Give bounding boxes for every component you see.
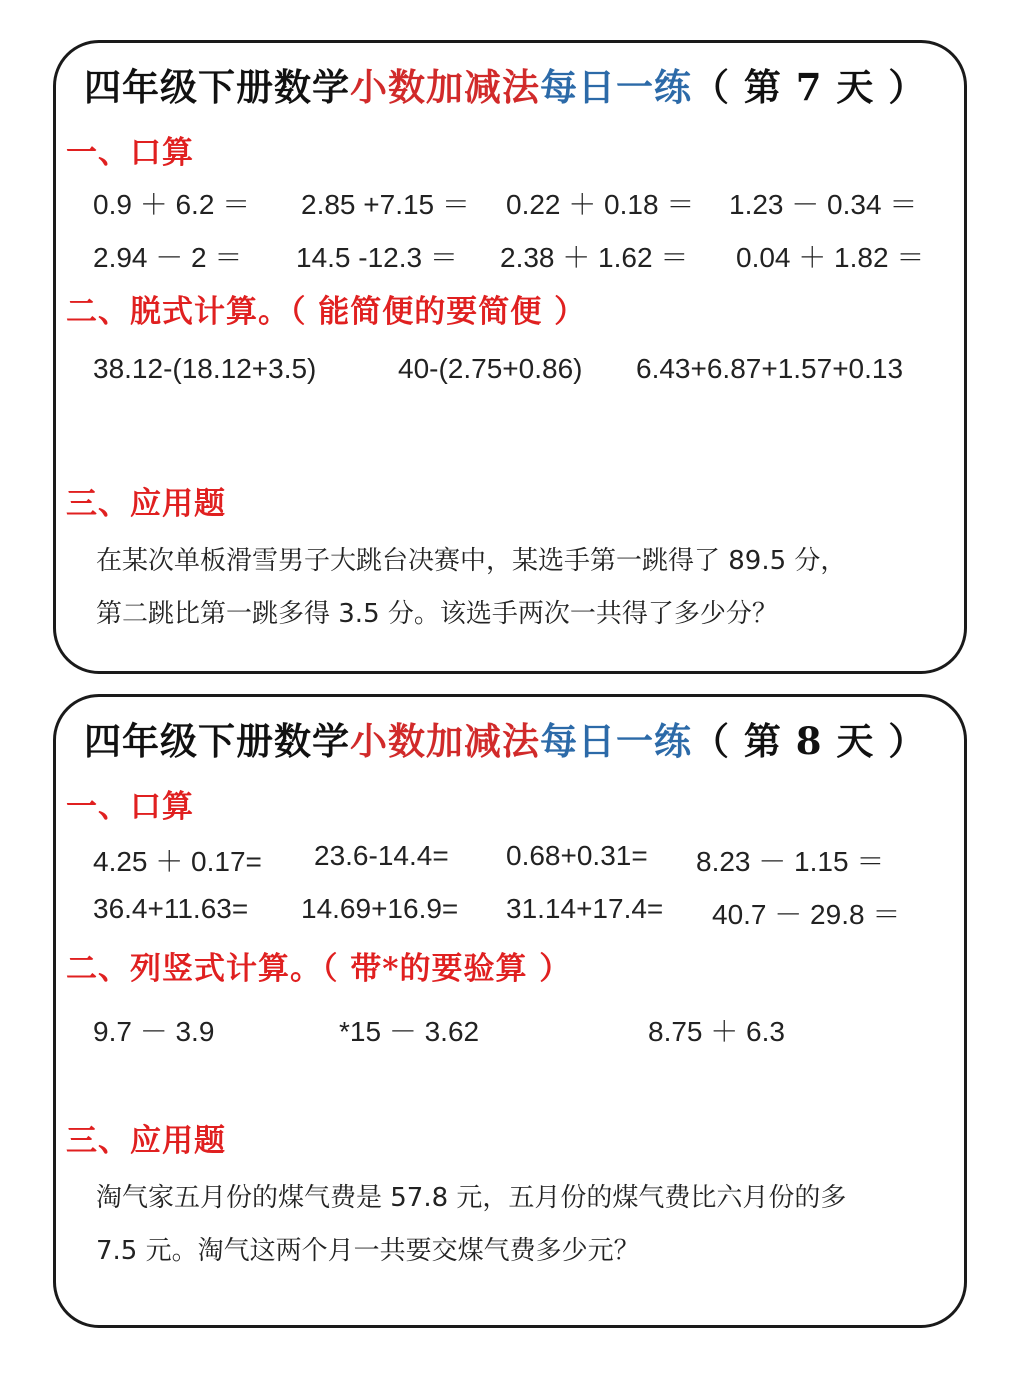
step-calculation-item: 6.43+6.87+1.57+0.13: [636, 353, 904, 384]
mental-math-item: 40.7 － 29.8 ＝: [712, 899, 901, 930]
vertical-calculation-item: *15 － 3.62: [339, 1016, 480, 1047]
mental-math-item: 4.25 ＋ 0.17=: [93, 846, 262, 877]
mental-math-item: 1.23 － 0.34 ＝: [729, 189, 918, 220]
word-problem-line: 第二跳比第一跳多得 3.5 分。该选手两次一共得了多少分？: [96, 599, 778, 629]
mental-math-item: 31.14+17.4=: [506, 893, 664, 924]
title-day: （ 第 8 天 ）: [692, 719, 927, 763]
vertical-calculation-item: 8.75 ＋ 6.3: [648, 1016, 785, 1047]
worksheet-card-day-8: [53, 694, 967, 1328]
mental-math-item: 36.4+11.63=: [93, 893, 249, 924]
title-daily: 每日一练: [540, 65, 692, 109]
title-day: （ 第 7 天 ）: [692, 65, 927, 109]
title-grade: 四年级下册数学: [84, 65, 350, 109]
title-topic: 小数加减法: [350, 65, 540, 109]
step-calculation-item: 40-(2.75+0.86): [398, 353, 583, 384]
mental-math-item: 2.38 ＋ 1.62 ＝: [500, 242, 689, 273]
mental-math-item: 14.5 -12.3 ＝: [296, 242, 458, 273]
section-heading-mental-math: 一、口算: [66, 789, 194, 825]
word-problem-line: 在某次单板滑雪男子大跳台决赛中，某选手第一跳得了 89.5 分，: [96, 546, 847, 576]
word-problem-line: 7.5 元。淘气这两个月一共要交煤气费多少元？: [96, 1236, 640, 1266]
worksheet-title: [84, 57, 926, 111]
mental-math-item: 14.69+16.9=: [301, 893, 459, 924]
section-heading-word-problem: 三、应用题: [66, 1123, 226, 1159]
mental-math-item: 2.85 +7.15 ＝: [301, 189, 470, 220]
section-heading-vertical-calculation: 二、列竖式计算。（ 带*的要验算 ）: [66, 951, 572, 987]
worksheet-card-day-7: [53, 40, 967, 674]
mental-math-item: 8.23 － 1.15 ＝: [696, 846, 885, 877]
mental-math-item: 2.94 － 2 ＝: [93, 242, 243, 273]
title-daily: 每日一练: [540, 719, 692, 763]
title-grade: 四年级下册数学: [84, 719, 350, 763]
worksheet-title: [84, 711, 926, 765]
vertical-calculation-item: 9.7 － 3.9: [93, 1016, 215, 1047]
step-calculation-item: 38.12-(18.12+3.5): [93, 353, 317, 384]
mental-math-item: 0.68+0.31=: [506, 840, 648, 871]
word-problem-line: 淘气家五月份的煤气费是 57.8 元，五月份的煤气费比六月份的多: [96, 1183, 847, 1213]
mental-math-item: 0.22 ＋ 0.18 ＝: [506, 189, 695, 220]
section-heading-word-problem: 三、应用题: [66, 486, 226, 522]
section-heading-mental-math: 一、口算: [66, 135, 194, 171]
mental-math-item: 0.9 ＋ 6.2 ＝: [93, 189, 251, 220]
mental-math-item: 0.04 ＋ 1.82 ＝: [736, 242, 925, 273]
section-heading-step-calculation: 二、脱式计算。（ 能简便的要简便 ）: [66, 294, 587, 330]
title-topic: 小数加减法: [350, 719, 540, 763]
mental-math-item: 23.6-14.4=: [314, 840, 449, 871]
